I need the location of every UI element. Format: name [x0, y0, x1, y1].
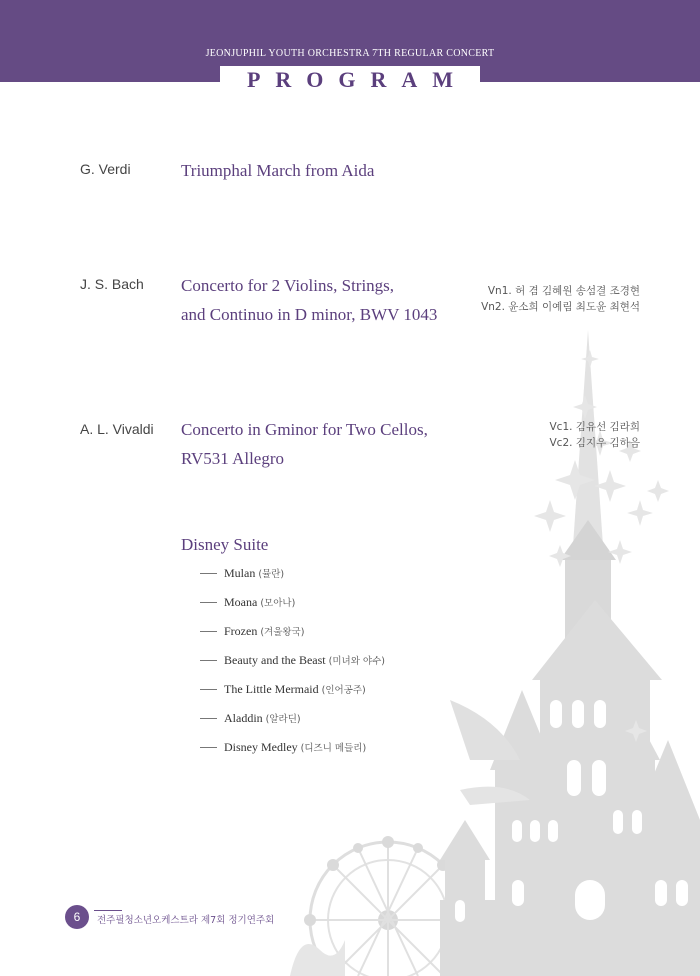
list-item: [200, 653, 385, 682]
list-item: [200, 740, 385, 769]
suite-item-title: Frozen: [224, 624, 258, 638]
suite-item-korean: (모아나): [260, 598, 296, 609]
suite-item-title: Mulan: [224, 566, 256, 580]
list-item: [200, 624, 385, 653]
suite-item-korean: (뮬란): [258, 569, 285, 580]
suite-item-korean: (디즈니 메들리): [300, 743, 367, 754]
suite-item-title: The Little Mermaid: [224, 682, 319, 696]
suite-list: [200, 566, 385, 769]
list-item: [200, 711, 385, 740]
work-title-line: Triumphal March from Aida: [181, 161, 375, 180]
work-title-line: Concerto in Gminor for Two Cellos,: [181, 420, 428, 439]
list-item: [200, 595, 385, 624]
list-item: [200, 682, 385, 711]
suite-item-title: Moana: [224, 595, 258, 609]
composer-name: G. Verdi: [80, 161, 131, 177]
work-title: [181, 271, 437, 329]
work-title-line: RV531 Allegro: [181, 449, 284, 468]
work-title: [181, 156, 374, 185]
composer-name: A. L. Vivaldi: [80, 421, 154, 437]
page-title: PROGRAM: [246, 67, 469, 92]
work-title: [181, 415, 428, 473]
suite-item-title: Beauty and the Beast: [224, 653, 326, 667]
work-title-line: Concerto for 2 Violins, Strings,: [181, 276, 395, 295]
concert-name: JEONJUPHIL YOUTH ORCHESTRA 7TH REGULAR CONCERT: [205, 48, 495, 59]
list-item: [200, 566, 385, 595]
performer-list: [549, 419, 640, 451]
suite-item-title: Aladdin: [224, 711, 263, 725]
performer-line: Vn2. 윤소희 이예림 최도윤 최현석: [481, 301, 640, 313]
suite-item-korean: (겨울왕국): [260, 627, 305, 638]
suite-item-korean: (인어공주): [321, 685, 366, 696]
performer-list: [481, 283, 640, 315]
footer-text: 전주필청소년오케스트라 제7회 정기연주회: [97, 915, 275, 926]
work-title-line: and Continuo in D minor, BWV 1043: [181, 305, 438, 324]
composer-name: J. S. Bach: [80, 276, 144, 292]
footer-divider: [94, 910, 122, 911]
suite-item-korean: (미녀와 야수): [328, 656, 385, 667]
performer-line: Vc2. 김지우 김하음: [549, 437, 640, 449]
performer-line: Vn1. 허 겸 김혜원 송섬결 조경현: [487, 285, 640, 297]
suite-item-title: Disney Medley: [224, 740, 298, 754]
suite-item-korean: (알라딘): [265, 714, 301, 725]
suite-title: Disney Suite: [181, 535, 269, 554]
page-number: 6: [65, 905, 89, 929]
performer-line: Vc1. 김유선 김라희: [549, 421, 640, 433]
